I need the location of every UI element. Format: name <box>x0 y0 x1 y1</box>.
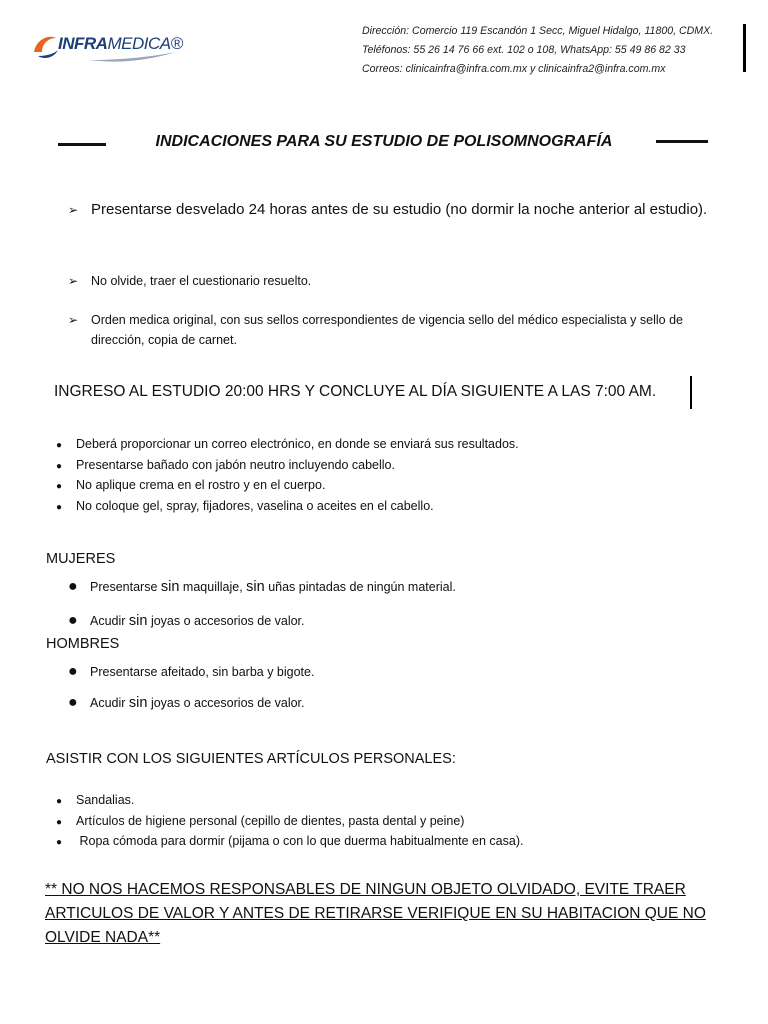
list-item: ● No coloque gel, spray, fijadores, vaselina o aceites en el cabello. <box>56 498 434 513</box>
arrow-bullet-icon: ➢ <box>68 203 79 217</box>
title-rule-right <box>656 140 708 143</box>
phones-line: Teléfonos: 55 26 14 76 66 ext. 102 o 108, WhatsApp: 55 49 86 82 33 <box>362 44 686 56</box>
address-line: Dirección: Comercio 119 Escandón 1 Secc, Miguel Hidalgo, 11800, CDMX. <box>362 25 714 37</box>
general-list <box>56 437 736 519</box>
disclaimer-notice: ** NO NOS HACEMOS RESPONSABLES DE NINGUN OBJETO OLVIDADO, EVITE TRAER ARTICULOS DE VALOR Y ANTES DE RETIRARSE VERIFIQUE EN SU HABITACION QUE NO OLVIDE NADA** <box>45 881 706 946</box>
mujeres-heading: MUJERES <box>46 551 116 567</box>
list-item: ● Deberá proporcionar un correo electrónico, en donde se enviará sus resultados. <box>56 437 519 451</box>
instruction-item: ➢ No olvide, traer el cuestionario resuelto. <box>68 271 728 291</box>
instruction-item: ➢ Orden medica original, con sus sellos correspondientes de vigencia sello del médico especialista y sello de dirección, copia de carnet. <box>68 310 728 350</box>
list-item: ● No aplique crema en el rostro y en el cuerpo. <box>56 478 326 492</box>
schedule-notice: INGRESO AL ESTUDIO 20:00 HRS Y CONCLUYE AL DÍA SIGUIENTE A LAS 7:00 AM. <box>54 383 657 400</box>
hombres-heading: HOMBRES <box>46 636 120 652</box>
arrow-bullet-icon: ➢ <box>68 274 79 288</box>
articulos-heading: ASISTIR CON LOS SIGUIENTES ARTÍCULOS PERSONALES: <box>46 751 456 767</box>
list-item: ● Artículos de higiene personal (cepillo de dientes, pasta dental y peine) <box>56 813 465 828</box>
contact-info <box>362 22 742 79</box>
page-title: INDICACIONES PARA SU ESTUDIO DE POLISOMNOGRAFÍA <box>155 133 613 150</box>
logo-wordmark: INFRAMEDICA® <box>58 34 183 53</box>
list-item: ● Acudir sin joyas o accesorios de valor. <box>68 612 305 629</box>
emails-line: Correos: clinicainfra@infra.com.mx y clinicainfra2@infra.com.mx <box>362 63 666 75</box>
list-item: ● Acudir sin joyas o accesorios de valor. <box>68 694 305 711</box>
logo-swoosh-icon <box>34 37 56 52</box>
list-item: ● Ropa cómoda para dormir (pijama o con lo que duerma habitualmente en casa). <box>56 834 524 848</box>
articulos-list <box>56 793 736 855</box>
arrow-bullet-icon: ➢ <box>68 313 79 327</box>
list-item: ● Presentarse afeitado, sin barba y bigote. <box>68 663 315 680</box>
list-item: ● Sandalias. <box>56 793 135 807</box>
list-item: ● Presentarse sin maquillaje, sin uñas pintadas de ningún material. <box>68 578 456 595</box>
header-divider <box>743 24 746 72</box>
list-item: ● Presentarse bañado con jabón neutro incluyendo cabello. <box>56 457 395 472</box>
instruction-item: ➢ Presentarse desvelado 24 horas antes de su estudio (no dormir la noche anterior al estudio). <box>68 201 708 218</box>
schedule-divider <box>690 376 692 409</box>
